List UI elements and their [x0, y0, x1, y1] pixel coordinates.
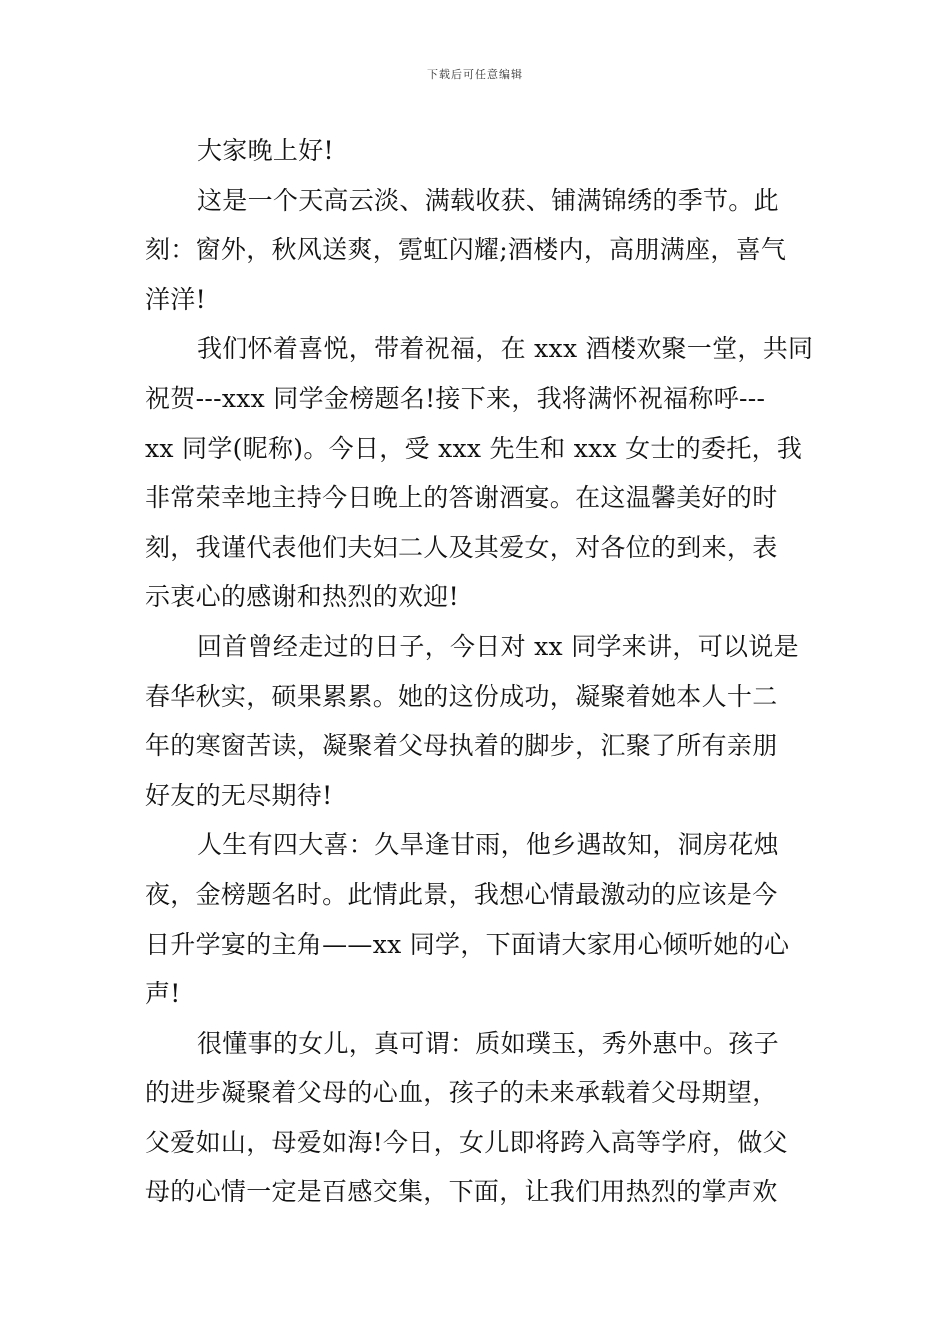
- text-line: 很懂事的女儿，真可谓：质如璞玉，秀外惠中。孩子: [197, 1028, 779, 1058]
- text-line: 母的心情一定是百感交集，下面，让我们用热烈的掌声欢: [145, 1177, 778, 1207]
- text-line: 我们怀着喜悦，带着祝福，在 xxx 酒楼欢聚一堂，共同: [197, 334, 814, 364]
- text-line: 父爱如山，母爱如海!今日，女儿即将跨入高等学府，做父: [145, 1127, 788, 1157]
- text-line: 回首曾经走过的日子，今日对 xx 同学来讲，可以说是: [197, 631, 799, 661]
- paragraph-daughter: [145, 1019, 810, 1217]
- text-line: 刻：窗外，秋风送爽，霓虹闪耀;酒楼内，高朋满座，喜气: [145, 235, 787, 265]
- paragraph-season: [145, 176, 810, 325]
- text-line: 大家晚上好!: [197, 136, 334, 165]
- text-line: 好友的无尽期待!: [145, 780, 333, 810]
- text-line: 日升学宴的主角——xx 同学，下面请大家用心倾听她的心: [145, 929, 790, 959]
- paragraph-greeting: [145, 126, 810, 176]
- text-line: 的进步凝聚着父母的心血，孩子的未来承载着父母期望，: [145, 1078, 778, 1108]
- paragraph-four-joys: [145, 820, 810, 1018]
- text-line: 祝贺---xxx 同学金榜题名!接下来，我将满怀祝福称呼---: [145, 383, 766, 413]
- text-line: 春华秋实，硕果累累。她的这份成功，凝聚着她本人十二: [145, 681, 778, 711]
- text-line: 刻，我谨代表他们夫妇二人及其爱女，对各位的到来，表: [145, 532, 778, 562]
- text-line: 非常荣幸地主持今日晚上的答谢酒宴。在这温馨美好的时: [145, 483, 778, 513]
- text-line: 这是一个天高云淡、满载收获、铺满锦绣的季节。此: [197, 185, 779, 215]
- paragraph-retrospect: [145, 622, 810, 820]
- document-body: [145, 126, 814, 1217]
- text-line: 洋洋!: [145, 284, 206, 314]
- paragraph-gathering: [145, 324, 814, 622]
- text-line: 年的寒窗苦读，凝聚着父母执着的脚步，汇聚了所有亲朋: [145, 731, 778, 761]
- text-line: 人生有四大喜：久旱逢甘雨，他乡遇故知，洞房花烛: [197, 830, 779, 860]
- header-note: 下载后可任意编辑: [427, 68, 523, 81]
- text-line: 声!: [145, 979, 181, 1009]
- text-line: 示衷心的感谢和热烈的欢迎!: [145, 582, 459, 612]
- text-line: xx 同学(昵称)。今日，受 xxx 先生和 xxx 女士的委托，我: [145, 433, 803, 463]
- text-line: 夜，金榜题名时。此情此景，我想心情最激动的应该是今: [145, 879, 778, 909]
